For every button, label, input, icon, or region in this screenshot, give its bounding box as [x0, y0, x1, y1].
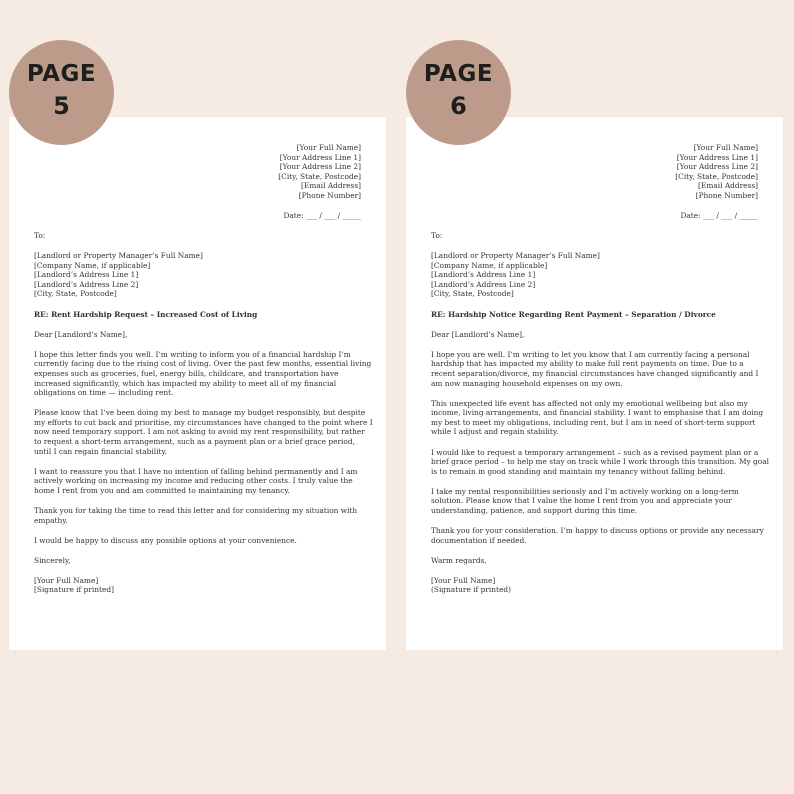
text-line: I would be happy to discuss any possible options at your convenience. — [34, 535, 297, 545]
text-line: obligations on time — including rent. — [34, 388, 174, 398]
paragraph — [34, 349, 372, 398]
text-line: [Your Address Line 2] — [676, 162, 758, 172]
date-line: Date: ___ / ___ / _____ — [283, 211, 361, 220]
salutation: Dear [Landlord’s Name], — [34, 329, 128, 339]
text-line: [Landlord or Property Manager’s Full Name] — [431, 251, 600, 261]
text-line: [Landlord’s Address Line 1] — [34, 270, 139, 280]
text-line: brief grace period – to help me stay on track while I work through this transition. My goal — [431, 457, 769, 467]
to-label: To: — [431, 231, 443, 240]
text-line: while I adjust and regain stability. — [431, 427, 559, 437]
text-line: I would like to request a temporary arrangement – such as a revised payment plan or a — [431, 447, 759, 457]
paragraph — [431, 487, 761, 516]
text-line: [Your Full Name] — [431, 575, 496, 585]
text-line: Warm regards, — [431, 555, 487, 565]
text-line: [Landlord’s Address Line 1] — [431, 270, 536, 280]
letter-body — [34, 231, 373, 606]
text-line: [Signature if printed] — [34, 585, 114, 595]
text-line: I hope this letter finds you well. I’m writing to inform you of a financial hardship I’m — [34, 349, 351, 359]
text-line: [City, State, Postcode] — [675, 171, 758, 181]
text-line: my efforts to cut back and prioritise, my circumstances have changed to the point where I — [34, 417, 373, 427]
text-line: am now managing household expenses on my own. — [431, 378, 623, 388]
salutation: Dear [Landlord’s Name], — [431, 329, 525, 339]
signature-block — [34, 576, 364, 595]
recipient-address-block — [431, 251, 761, 299]
letter-page-6 — [406, 117, 783, 650]
text-line: [Your Full Name] — [296, 143, 361, 152]
badge-number: 5 — [53, 92, 70, 120]
subject-line: RE: Rent Hardship Request – Increased Cost of Living — [34, 309, 258, 319]
letter-page-5 — [9, 117, 386, 650]
text-line: This unexpected life event has affected not only my emotional wellbeing but also my — [431, 398, 748, 408]
paragraph — [431, 350, 761, 388]
text-line: to request a short-term arrangement, such as a payment plan or a brief grace period, — [34, 437, 355, 446]
text-line: [Phone Number] — [695, 190, 758, 200]
text-line: my best to meet my obligations, including rent, but I am in need of short-term support — [431, 417, 756, 427]
text-line: [Your Full Name] — [34, 575, 99, 585]
text-line: Sincerely, — [34, 555, 71, 565]
text-line: until I can regain financial stability. — [34, 446, 167, 456]
text-line: [Email Address] — [301, 181, 361, 191]
letter-body — [431, 231, 769, 606]
text-line: hardship that has impacted my ability to make full rent payments on time. Due to a — [431, 359, 744, 369]
text-line: actively working on increasing my income and reducing other costs. I truly value the — [34, 476, 353, 486]
paragraph — [431, 398, 764, 437]
closing — [34, 556, 364, 566]
text-line: Thank you for your consideration. I’m happy to discuss options or provide any necessary — [431, 526, 764, 536]
text-line: home I rent from you and am committed to maintaining my tenancy. — [34, 485, 290, 495]
text-line: [Your Full Name] — [693, 143, 758, 152]
text-line: Please know that I’ve been doing my best to manage my budget responsibly, but despite — [34, 408, 366, 418]
text-line: [Phone Number] — [298, 190, 361, 200]
date-line: Date: ___ / ___ / _____ — [680, 211, 758, 220]
text-line: [Your Address Line 1] — [279, 152, 361, 162]
text-line: [City, State, Postcode] — [278, 171, 361, 181]
text-line: documentation if needed. — [431, 535, 527, 545]
text-line: [Landlord’s Address Line 2] — [431, 279, 536, 289]
text-line: empathy. — [34, 515, 68, 525]
text-line: [Company Name, if applicable] — [431, 260, 548, 270]
text-line: solution. Please know that I value the home I rent from you and appreciate your — [431, 496, 732, 506]
text-line: I take my rental responsibilities seriously and I’m actively working on a long-term — [431, 486, 739, 496]
closing — [431, 556, 761, 566]
page-5-badge — [9, 40, 114, 145]
sender-address-block — [675, 143, 758, 201]
text-line: (Signature if printed) — [431, 585, 511, 595]
text-line: now need temporary support. I am not asking to avoid my rent responsibility, but rather — [34, 427, 365, 437]
text-line: recent separation/divorce, my financial circumstances have changed significantly and I — [431, 368, 759, 378]
text-line: I hope you are well. I’m writing to let you know that I am currently facing a personal — [431, 349, 750, 359]
signature-block — [431, 576, 761, 595]
text-line: income, living arrangements, and financial stability. I want to emphasise that I am doing — [431, 408, 764, 418]
text-line: [Landlord or Property Manager’s Full Name] — [34, 251, 203, 261]
sender-address-block — [278, 143, 361, 201]
text-line: [City, State, Postcode] — [34, 289, 117, 299]
text-line: increased significantly, which has impacted my ability to meet all of my financial — [34, 378, 337, 388]
text-line: Thank you for taking the time to read this letter and for considering my situation with — [34, 505, 358, 515]
paragraph — [431, 447, 769, 477]
paragraph — [34, 536, 364, 546]
text-line: currently facing due to the rising cost of living. Over the past few months, essential living — [34, 359, 372, 369]
text-line: [Landlord’s Address Line 2] — [34, 279, 139, 289]
text-line: [Company Name, if applicable] — [34, 260, 151, 270]
paragraph — [34, 506, 364, 525]
page-6-badge — [406, 40, 511, 145]
badge-word: PAGE — [423, 61, 494, 87]
paragraph — [431, 526, 764, 545]
text-line: is to remain in good standing and maintain my tenancy without falling behind. — [431, 466, 726, 476]
badge-word: PAGE — [26, 61, 97, 87]
paragraph — [34, 408, 373, 456]
to-label: To: — [34, 231, 46, 240]
recipient-address-block — [34, 251, 364, 299]
text-line: [Your Address Line 1] — [676, 152, 758, 162]
paragraph — [34, 467, 364, 496]
text-line: [Your Address Line 2] — [279, 162, 361, 172]
text-line: understanding, patience, and support during this time. — [431, 505, 638, 515]
text-line: expenses such as groceries, fuel, energy bills, childcare, and transportation have — [34, 368, 339, 378]
text-line: I want to reassure you that I have no intention of falling behind permanently and I am — [34, 466, 358, 476]
text-line: [Email Address] — [698, 181, 758, 191]
text-line: [City, State, Postcode] — [431, 289, 514, 299]
subject-line: RE: Hardship Notice Regarding Rent Payment – Separation / Divorce — [431, 309, 716, 319]
badge-number: 6 — [450, 92, 467, 120]
